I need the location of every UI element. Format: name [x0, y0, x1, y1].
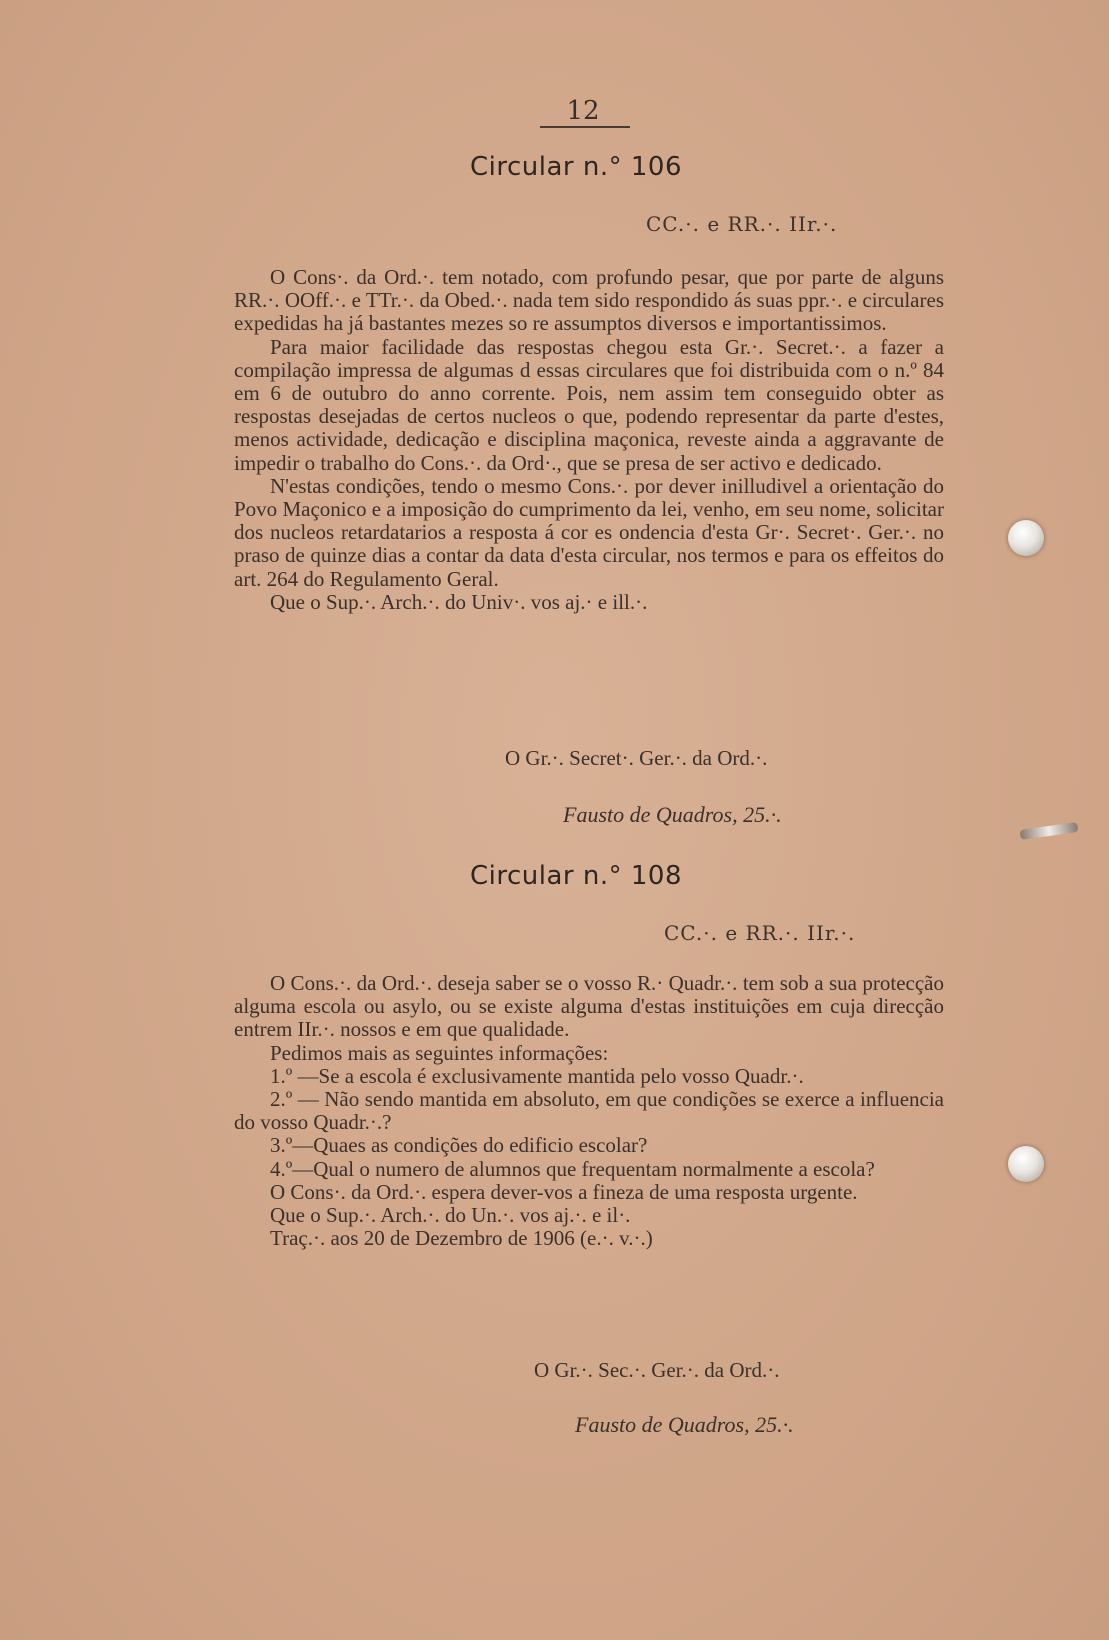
circular-108-paragraph-4: Que o Sup.·. Arch.·. do Un.·. vos aj.·. e il·. [270, 1203, 631, 1228]
binding-hole-upper [1008, 520, 1044, 556]
circular-108-question-2: 2.º — Não sendo mantida em absoluto, em que condições se exerce a influencia do vosso Quadr.·.? [234, 1087, 944, 1135]
circular-106-paragraph-1: O Cons·. da Ord.·. tem notado, com profundo pesar, que por parte de alguns RR.·. OOff.·. e TTr.·. da Obed.·. nada tem sido respondido ás suas ppr.·. e circulares expedidas ha já bastantes mezes so re assumptos diversos e importantissimos. [234, 265, 944, 336]
circular-106-paragraph-2: Para maior facilidade das respostas chegou esta Gr.·. Secret.·. a fazer a compilação impressa de algumas d essas circulares que foi distribuida com o n.º 84 em 6 de outubro do anno corrente. Pois, nem assim tem conseguido obter as respostas desejadas de certos nucleos o que, podendo representar da parte d'estes, menos actividade, dedicação e disciplina maçonica, reveste ainda a aggravante de impedir o trabalho do Cons.·. da Ord·., que se presa de ser activo e dedicado. [234, 334, 944, 475]
circular-108-heading: Circular n.° 108 [470, 861, 683, 891]
circular-108-signature-name: Fausto de Quadros, 25.·. [575, 1412, 794, 1437]
circular-108-body [234, 972, 944, 1250]
circular-106-signature-name: Fausto de Quadros, 25.·. [563, 802, 782, 827]
binding-hole-lower [1008, 1146, 1044, 1182]
circular-108-paragraph-2: Pedimos mais as seguintes informações: [270, 1040, 609, 1065]
page-number-rule [540, 126, 630, 128]
circular-106-salutation: CC.·. e RR.·. IIr.·. [646, 212, 838, 236]
circular-106-body [234, 266, 944, 614]
circular-106-paragraph-3: N'estas condições, tendo o mesmo Cons.·. por dever inilludivel a orientação do Povo Maçonico e a imposição do cumprimento da lei, venho, em seu nome, solicitar dos nucleos retardatarios a resposta á cor es ondencia d'esta Gr·. Secret·. Ger.·. no praso de quinze dias a contar da data d'esta circular, nos termos e para os effeitos do art. 264 do Regulamento Geral. [234, 473, 944, 591]
circular-106-heading: Circular n.° 106 [470, 152, 683, 182]
circular-108-paragraph-3: O Cons·. da Ord.·. espera dever-vos a fineza de uma resposta urgente. [270, 1179, 858, 1204]
circular-108-question-1: 1.º —Se a escola é exclusivamente mantida pelo vosso Quadr.·. [270, 1063, 804, 1088]
circular-108-date-line: Traç.·. aos 20 de Dezembro de 1906 (e.·. v.·.) [270, 1226, 653, 1251]
circular-106-signature-title: O Gr.·. Secret·. Ger.·. da Ord.·. [505, 746, 768, 770]
binding-mark-middle [1020, 822, 1079, 840]
circular-108-question-4: 4.º—Qual o numero de alumnos que frequentam normalmente a escola? [270, 1156, 875, 1181]
circular-108-paragraph-1: O Cons.·. da Ord.·. deseja saber se o vosso R.· Quadr.·. tem sob a sua protecção alguma escola ou asylo, ou se existe alguma d'estas instituições em cuja direcção entrem IIr.·. nossos e em que qualidade. [234, 971, 944, 1042]
circular-108-salutation: CC.·. e RR.·. IIr.·. [664, 921, 856, 945]
circular-108-signature-title: O Gr.·. Sec.·. Ger.·. da Ord.·. [534, 1358, 780, 1382]
circular-106-paragraph-4: Que o Sup.·. Arch.·. do Univ·. vos aj.· e ill.·. [270, 589, 648, 614]
circular-108-question-3: 3.º—Quaes as condições do edificio escolar? [270, 1133, 648, 1158]
page-number: 12 [566, 96, 600, 126]
